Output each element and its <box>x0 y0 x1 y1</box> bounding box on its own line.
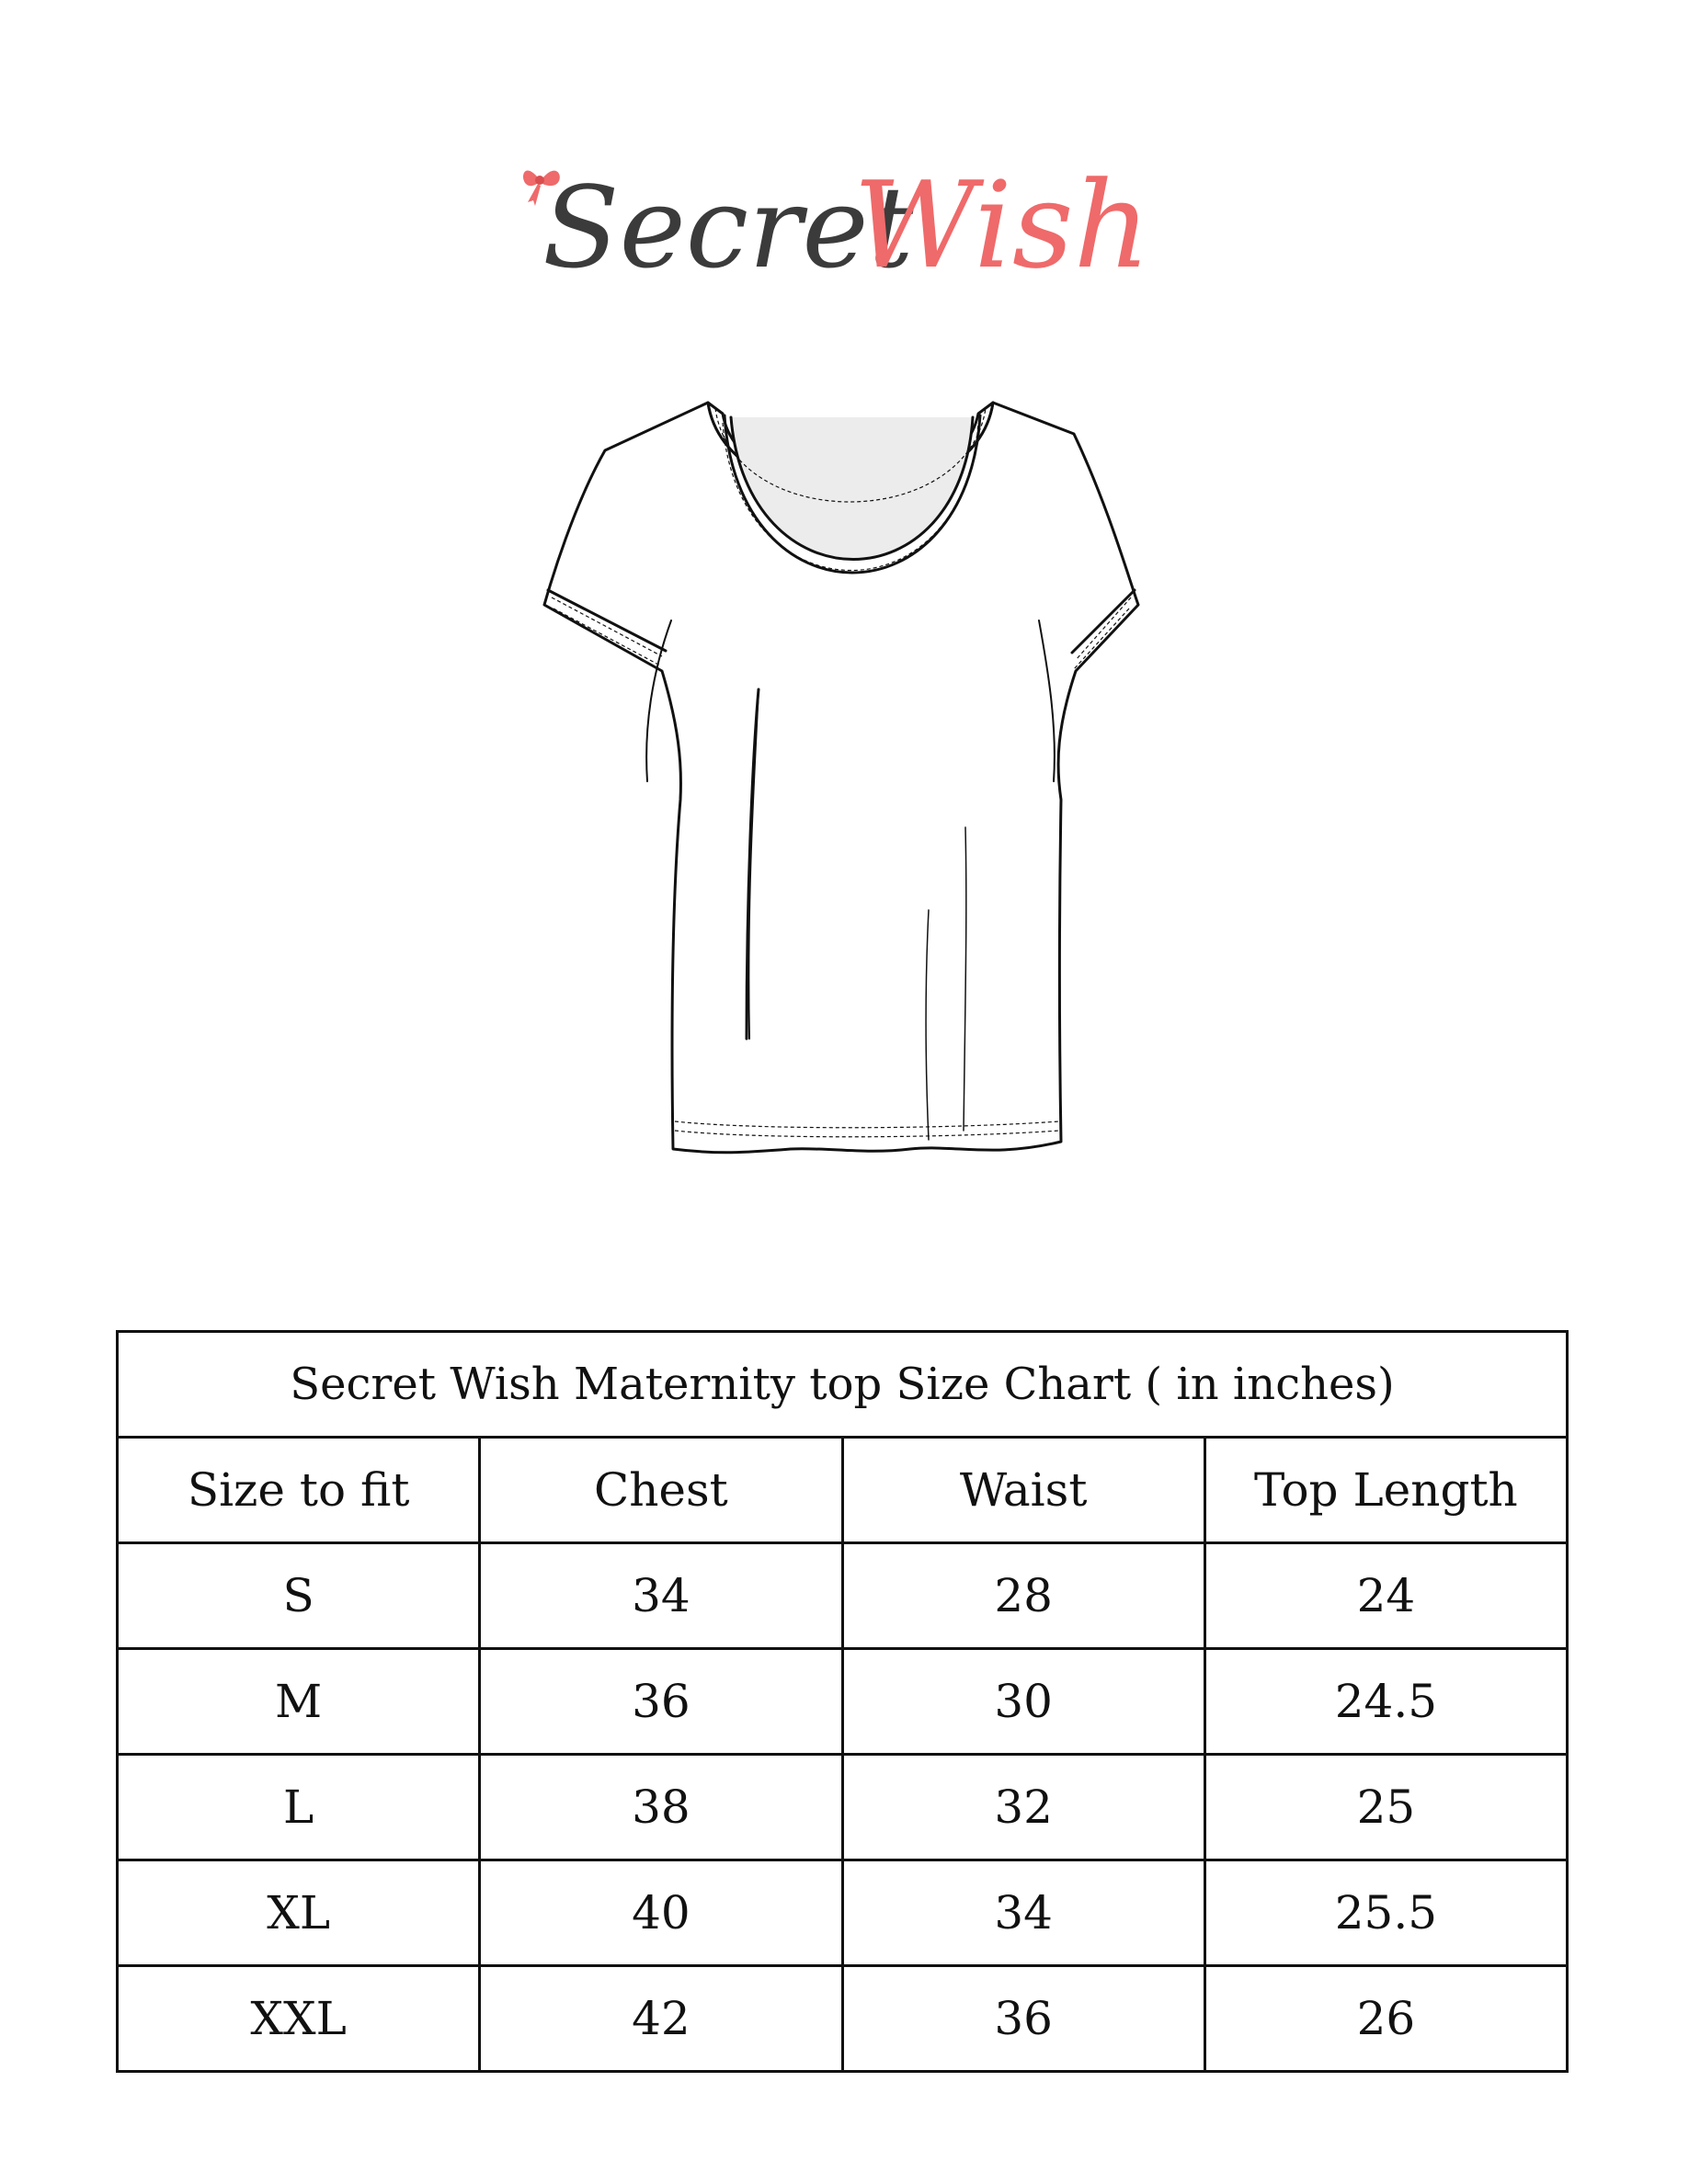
cell-size: S <box>118 1543 480 1649</box>
cell-size: M <box>118 1649 480 1755</box>
table-row <box>118 1860 1568 1966</box>
cell-chest: 36 <box>480 1649 842 1755</box>
table-row <box>118 1649 1568 1755</box>
header-top-length: Top Length <box>1204 1438 1567 1543</box>
header-chest: Chest <box>480 1438 842 1543</box>
t-shirt-icon <box>533 395 1177 1167</box>
table-header-row <box>118 1438 1568 1543</box>
header-waist: Waist <box>842 1438 1204 1543</box>
table-row <box>118 1543 1568 1649</box>
table-row <box>118 1755 1568 1860</box>
cell-waist: 36 <box>842 1966 1204 2072</box>
cell-size: L <box>118 1755 480 1860</box>
brand-name-secret: Secret <box>542 163 914 293</box>
cell-chest: 40 <box>480 1860 842 1966</box>
cell-top-length: 24 <box>1204 1543 1567 1649</box>
cell-waist: 28 <box>842 1543 1204 1649</box>
cell-top-length: 24.5 <box>1204 1649 1567 1755</box>
size-chart-table <box>116 1330 1569 2073</box>
cell-chest: 34 <box>480 1543 842 1649</box>
table-row <box>118 1966 1568 2072</box>
cell-waist: 34 <box>842 1860 1204 1966</box>
cell-size: XXL <box>118 1966 480 2072</box>
cell-top-length: 25.5 <box>1204 1860 1567 1966</box>
table-title-row <box>118 1332 1568 1438</box>
cell-top-length: 26 <box>1204 1966 1567 2072</box>
brand-logo <box>515 138 1177 303</box>
header-size-to-fit: Size to fit <box>118 1438 480 1543</box>
brand-name-wish: Wish <box>853 155 1151 295</box>
cell-chest: 42 <box>480 1966 842 2072</box>
size-chart-title: Secret Wish Maternity top Size Chart ( in inches) <box>118 1332 1568 1438</box>
cell-chest: 38 <box>480 1755 842 1860</box>
brand-logo-graphic <box>515 138 1177 303</box>
cell-size: XL <box>118 1860 480 1966</box>
t-shirt-illustration <box>533 395 1177 1167</box>
cell-top-length: 25 <box>1204 1755 1567 1860</box>
cell-waist: 30 <box>842 1649 1204 1755</box>
cell-waist: 32 <box>842 1755 1204 1860</box>
